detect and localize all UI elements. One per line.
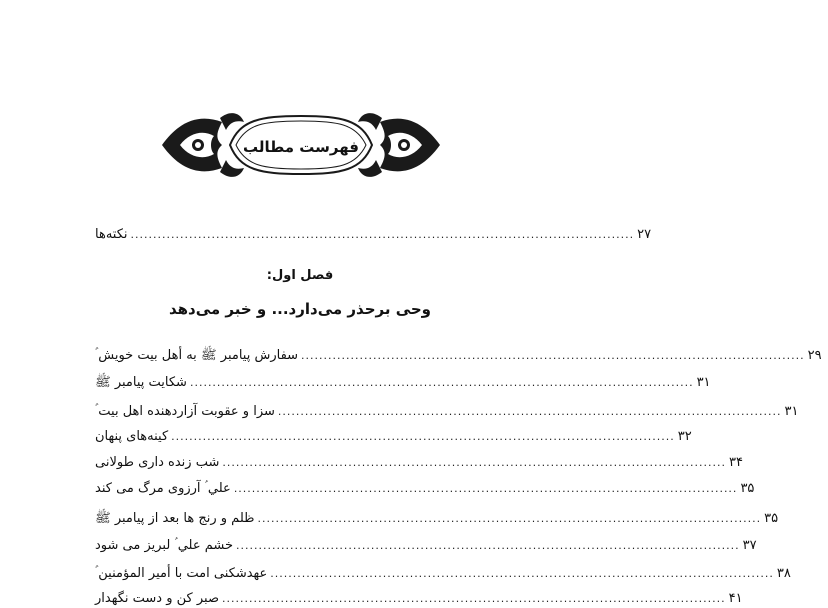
- chapter-label: فصل اول:: [266, 268, 334, 283]
- toc-entry[interactable]: [95, 533, 757, 555]
- toc-entry-title: علي ؑ آرزوی مرگ می کند: [95, 481, 231, 496]
- toc-entry[interactable]: [95, 506, 779, 528]
- toc-entry-page: ۳۱: [696, 375, 711, 390]
- dot-leader: ................................................................................................................: [189, 376, 694, 389]
- toc-entry-title: نکته‌ها: [95, 227, 128, 242]
- dot-leader: ................................................................................................................: [257, 512, 762, 525]
- toc-entry[interactable]: [95, 586, 743, 608]
- toc-entry-title: عهدشکنی امت با أمیر المؤمنین ؑ: [95, 566, 268, 581]
- toc-entry-title: خشم علي ؑ لبریز می شود: [95, 538, 234, 553]
- toc-entry-intro[interactable]: [95, 222, 652, 244]
- toc-entry-page: ۲۷: [637, 227, 652, 242]
- toc-entry-title: کینه‌های پنهان: [95, 429, 169, 444]
- toc-entry[interactable]: [95, 343, 822, 365]
- toc-entry-page: ۳۵: [764, 511, 779, 526]
- dot-leader: ................................................................................................................: [130, 228, 635, 241]
- dot-leader: ................................................................................................................: [221, 592, 726, 605]
- toc-entry[interactable]: [95, 450, 743, 472]
- toc-entry-page: ۳۵: [740, 481, 755, 496]
- chapter-title: وحی برحذر می‌دارد... و خبر می‌دهد: [168, 300, 432, 318]
- toc-entry-page: ۲۹: [807, 348, 822, 363]
- toc-entry-page: ۳۱: [784, 404, 799, 419]
- toc-entry[interactable]: [95, 370, 711, 392]
- toc-entry-page: ۴۱: [728, 591, 743, 606]
- page-title: فهرست مطالب: [243, 138, 359, 156]
- dot-leader: ................................................................................................................: [301, 349, 805, 362]
- title-banner: [160, 100, 442, 190]
- toc-entry-title: سفارش پیامبر ﷺ به أهل بیت خویش ؑ: [95, 348, 299, 363]
- dot-leader: ................................................................................................................: [171, 430, 675, 443]
- toc-entry-page: ۳۷: [742, 538, 757, 553]
- toc-entry-page: ۳۴: [729, 455, 743, 470]
- toc-entry[interactable]: [95, 476, 755, 498]
- dot-leader: ................................................................................................................: [233, 482, 738, 495]
- toc-entry-title: سزا و عقوبت آزاردهنده اهل بیت ؑ: [95, 404, 275, 419]
- dot-leader: ................................................................................................................: [270, 567, 774, 580]
- toc-entry-title: ظلم و رنج ها بعد از پیامبر ﷺ: [95, 511, 255, 526]
- dot-leader: ................................................................................................................: [277, 405, 782, 418]
- toc-entry-title: صبر کن و دست نگهدار: [95, 591, 219, 606]
- toc-entry[interactable]: [95, 399, 799, 421]
- toc-entry-page: ۳۲: [677, 429, 692, 444]
- dot-leader: ................................................................................................................: [222, 456, 726, 469]
- dot-leader: ................................................................................................................: [236, 539, 740, 552]
- toc-entry-title: شکایت پیامبر ﷺ: [95, 375, 187, 390]
- toc-entry-page: ۳۸: [776, 566, 791, 581]
- toc-entry[interactable]: [95, 424, 692, 446]
- toc-entry[interactable]: [95, 561, 791, 583]
- toc-entry-title: شب زنده داری طولانی: [95, 455, 220, 470]
